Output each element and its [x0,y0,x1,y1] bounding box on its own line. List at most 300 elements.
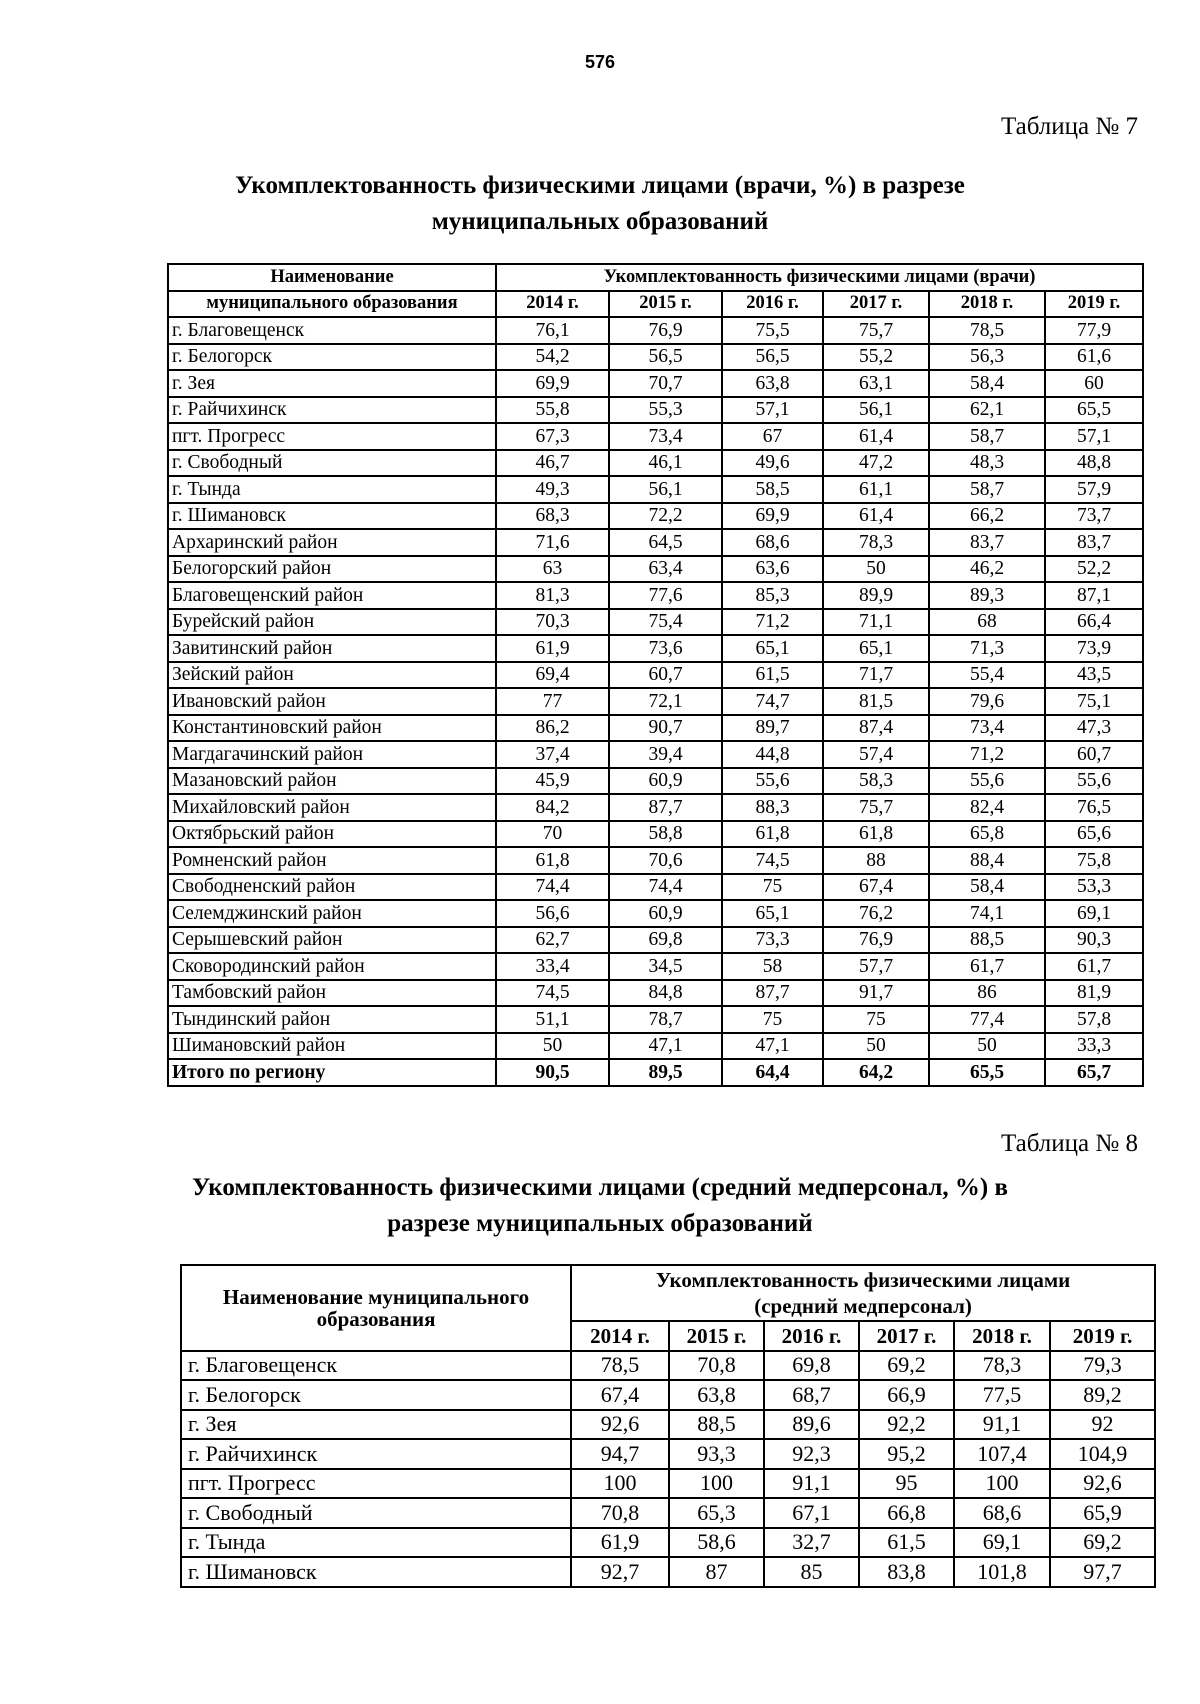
table-7-value: 63,4 [609,556,722,583]
table-7-value: 62,7 [496,927,609,954]
table-8-header-name [181,1265,571,1351]
table-8-value: 67,1 [764,1498,859,1528]
table-8-value: 78,3 [954,1351,1050,1381]
table-7-municipality: Бурейский район [168,609,496,636]
table-8-value: 66,9 [859,1380,954,1410]
table-7-value: 58,4 [929,370,1045,397]
table-7-value: 61,4 [823,503,929,530]
table-7-value: 50 [823,556,929,583]
table-7-value: 45,9 [496,768,609,795]
table-7-value: 68 [929,609,1045,636]
table-7-value: 65,1 [722,635,823,662]
table-7-value: 46,2 [929,556,1045,583]
table-7-value: 50 [496,1033,609,1060]
table-7-value: 74,4 [609,874,722,901]
table-7-row [168,847,1143,874]
table-7-row [168,688,1143,715]
table-7-municipality: г. Белогорск [168,344,496,371]
table-7-value: 46,1 [609,450,722,477]
table-7-municipality: Сковородинский район [168,953,496,980]
table-8-municipality: г. Шимановск [181,1557,571,1587]
table-7-total-label: Итого по региону [168,1059,496,1086]
table-7-value: 78,7 [609,1006,722,1033]
table-7-municipality: Белогорский район [168,556,496,583]
table-7-value: 75 [722,1006,823,1033]
table-7-value: 75,1 [1045,688,1143,715]
table-7-municipality: Магдагачинский район [168,741,496,768]
table-7-row [168,1033,1143,1060]
table-8-row [181,1469,1155,1499]
table-7-value: 58,4 [929,874,1045,901]
table-7-value: 82,4 [929,794,1045,821]
table-7-value: 73,4 [609,423,722,450]
table-7-value: 48,3 [929,450,1045,477]
table-7-row [168,741,1143,768]
table-7-value: 75,7 [823,794,929,821]
table-7-value: 60 [1045,370,1143,397]
table-7-municipality: Тамбовский район [168,980,496,1007]
table-7-total-value: 64,4 [722,1059,823,1086]
table-7-value: 47,2 [823,450,929,477]
table-8-year: 2014 г. [571,1321,669,1351]
table-7-value: 90,7 [609,715,722,742]
table-7-municipality: Благовещенский район [168,582,496,609]
table-8-value: 89,2 [1050,1380,1155,1410]
table-7-value: 55,8 [496,397,609,424]
table-8-value: 101,8 [954,1557,1050,1587]
table-7-value: 75,5 [722,317,823,344]
table-7-value: 57,8 [1045,1006,1143,1033]
table-8-header-name-line-2: образования [316,1306,436,1331]
table-7-row [168,980,1143,1007]
table-7-value: 61,7 [1045,953,1143,980]
table-7-value: 76,5 [1045,794,1143,821]
table-7-value: 65,5 [1045,397,1143,424]
table-8-value: 100 [954,1469,1050,1499]
table-8-municipality: г. Благовещенск [181,1351,571,1381]
table-7-value: 71,1 [823,609,929,636]
table-7-value: 69,4 [496,662,609,689]
table-7-value: 57,9 [1045,476,1143,503]
table-7-value: 67,3 [496,423,609,450]
table-7-value: 75 [722,874,823,901]
table-7-value: 56,1 [609,476,722,503]
table-8-value: 63,8 [669,1380,764,1410]
table-7-value: 47,3 [1045,715,1143,742]
table-7-row [168,476,1143,503]
table-7-municipality: г. Зея [168,370,496,397]
table-7-value: 87,7 [609,794,722,821]
table-8-row [181,1380,1155,1410]
table-7-value: 78,3 [823,529,929,556]
table-7-header-name: Наименование [168,264,496,291]
table-7-value: 54,2 [496,344,609,371]
table-7-value: 58,8 [609,821,722,848]
table-7-value: 47,1 [722,1033,823,1060]
table-7-municipality: г. Свободный [168,450,496,477]
table-8-value: 97,7 [1050,1557,1155,1587]
table-7-value: 67 [722,423,823,450]
table-7-municipality: Шимановский район [168,1033,496,1060]
table-7-value: 88,5 [929,927,1045,954]
table-7-municipality: Зейский район [168,662,496,689]
table-7-value: 56,6 [496,900,609,927]
table-7-title-line-1: Укомплектованность физическими лицами (врачи, %) в разрезе [235,172,965,199]
table-7-value: 57,7 [823,953,929,980]
table-8-year: 2016 г. [764,1321,859,1351]
table-7-row [168,503,1143,530]
table-7-municipality: Константиновский район [168,715,496,742]
table-7-value: 75,8 [1045,847,1143,874]
table-7-value: 65,1 [722,900,823,927]
table-7-row [168,794,1143,821]
table-7-value: 77 [496,688,609,715]
table-7-municipality: Архаринский район [168,529,496,556]
table-7-value: 56,5 [609,344,722,371]
table-7-value: 33,3 [1045,1033,1143,1060]
table-7-value: 88 [823,847,929,874]
table-7-value: 70 [496,821,609,848]
table-7-value: 57,4 [823,741,929,768]
table-8-municipality: г. Тында [181,1528,571,1558]
table-7-value: 33,4 [496,953,609,980]
table-8-year: 2019 г. [1050,1321,1155,1351]
table-8-value: 92,3 [764,1439,859,1469]
table-8-value: 68,7 [764,1380,859,1410]
table-7-value: 84,8 [609,980,722,1007]
table-8-header-name-line-1: Наименование муниципального [222,1284,530,1309]
table-7-value: 37,4 [496,741,609,768]
table-7-value: 67,4 [823,874,929,901]
table-8-value: 92,6 [1050,1469,1155,1499]
table-7-value: 88,4 [929,847,1045,874]
table-7-title [0,168,1200,240]
table-7-value: 58,5 [722,476,823,503]
table-8-value: 91,1 [764,1469,859,1499]
table-8-value: 32,7 [764,1528,859,1558]
table-7-total-value: 90,5 [496,1059,609,1086]
table-8-row [181,1528,1155,1558]
table-7-row [168,662,1143,689]
table-8-row [181,1557,1155,1587]
table-7-value: 71,7 [823,662,929,689]
table-7-value: 76,9 [823,927,929,954]
table-7-row [168,768,1143,795]
table-7-value: 60,9 [609,900,722,927]
table-8-value: 107,4 [954,1439,1050,1469]
table-7-value: 81,9 [1045,980,1143,1007]
table-8-value: 66,8 [859,1498,954,1528]
table-7-value: 76,2 [823,900,929,927]
table-8-row [181,1351,1155,1381]
table-7-value: 61,6 [1045,344,1143,371]
table-8-value: 68,6 [954,1498,1050,1528]
table-8-title-line-1: Укомплектованность физическими лицами (средний медперсонал, %) в [192,1174,1008,1201]
table-7-value: 73,7 [1045,503,1143,530]
table-8-value: 100 [669,1469,764,1499]
table-8-year: 2018 г. [954,1321,1050,1351]
table-8-municipality: пгт. Прогресс [181,1469,571,1499]
table-7-row [168,900,1143,927]
table-8-value: 69,2 [1050,1528,1155,1558]
table-7-municipality: г. Шимановск [168,503,496,530]
table-7-value: 57,1 [1045,423,1143,450]
table-7-value: 62,1 [929,397,1045,424]
table-8-value: 70,8 [571,1498,669,1528]
table-7-value: 77,9 [1045,317,1143,344]
table-7-value: 55,6 [722,768,823,795]
table-7-value: 73,9 [1045,635,1143,662]
table-7-total-row [168,1059,1143,1086]
table-7-value: 75,4 [609,609,722,636]
table-8-value: 83,8 [859,1557,954,1587]
table-7-value: 61,1 [823,476,929,503]
table-7-value: 83,7 [1045,529,1143,556]
table-7-value: 58,7 [929,476,1045,503]
table-7-value: 55,6 [1045,768,1143,795]
table-7-value: 76,1 [496,317,609,344]
table-7-value: 43,5 [1045,662,1143,689]
table-8-row [181,1439,1155,1469]
table-7-value: 89,3 [929,582,1045,609]
table-7-row [168,715,1143,742]
table-7-year: 2018 г. [929,291,1045,318]
table-7-value: 58,7 [929,423,1045,450]
table-8-value: 93,3 [669,1439,764,1469]
table-8-value: 79,3 [1050,1351,1155,1381]
table-7-value: 56,1 [823,397,929,424]
table-7-value: 74,5 [496,980,609,1007]
table-7-municipality: Мазановский район [168,768,496,795]
table-7-total-value: 65,5 [929,1059,1045,1086]
table-7-value: 69,8 [609,927,722,954]
page-number: 576 [584,52,616,72]
table-7-value: 74,7 [722,688,823,715]
table-7-value: 44,8 [722,741,823,768]
table-7-value: 71,3 [929,635,1045,662]
table-8-value: 92,2 [859,1410,954,1440]
table-7-value: 88,3 [722,794,823,821]
table-7-value: 85,3 [722,582,823,609]
table-7-value: 61,5 [722,662,823,689]
table-8-value: 94,7 [571,1439,669,1469]
table-7-total-value: 89,5 [609,1059,722,1086]
table-7-value: 55,2 [823,344,929,371]
table-7-value: 70,3 [496,609,609,636]
table-8-municipality: г. Белогорск [181,1380,571,1410]
table-8-header-group [571,1265,1155,1321]
table-8-municipality: г. Зея [181,1410,571,1440]
table-7-value: 61,8 [722,821,823,848]
table-8-value: 89,6 [764,1410,859,1440]
table-8-value: 92,7 [571,1557,669,1587]
table-7-value: 71,2 [929,741,1045,768]
table-7-value: 51,1 [496,1006,609,1033]
table-8-value: 87 [669,1557,764,1587]
table-7-row [168,344,1143,371]
table-8-value: 77,5 [954,1380,1050,1410]
table-7-value: 81,5 [823,688,929,715]
table-7-value: 49,6 [722,450,823,477]
table-8-value: 104,9 [1050,1439,1155,1469]
table-7-value: 57,1 [722,397,823,424]
table-7-value: 60,7 [1045,741,1143,768]
table-8-header-group-line-1: Укомплектованность физическими лицами [655,1268,1071,1292]
table-7-value: 87,4 [823,715,929,742]
table-7-row [168,529,1143,556]
table-7-row [168,397,1143,424]
table-8-value: 67,4 [571,1380,669,1410]
table-7-value: 86 [929,980,1045,1007]
table-7-value: 61,8 [823,821,929,848]
table-8-municipality: г. Свободный [181,1498,571,1528]
table-7-municipality: Свободненский район [168,874,496,901]
table-7 [167,263,1144,1087]
table-7-value: 81,3 [496,582,609,609]
table-7-row [168,450,1143,477]
table-7-title-line-2: муниципальных образований [431,208,769,235]
table-7-value: 61,4 [823,423,929,450]
table-8-value: 91,1 [954,1410,1050,1440]
table-7-total-value: 64,2 [823,1059,929,1086]
table-7-row [168,1006,1143,1033]
table-7-value: 58 [722,953,823,980]
table-7-municipality: Михайловский район [168,794,496,821]
table-7-value: 77,4 [929,1006,1045,1033]
table-7-value: 83,7 [929,529,1045,556]
table-7-value: 52,2 [1045,556,1143,583]
table-7-value: 50 [929,1033,1045,1060]
table-7-value: 61,9 [496,635,609,662]
table-8-value: 70,8 [669,1351,764,1381]
table-8-value: 61,9 [571,1528,669,1558]
table-7-value: 70,7 [609,370,722,397]
table-7-value: 74,5 [722,847,823,874]
table-7-value: 69,9 [722,503,823,530]
table-8-value: 69,8 [764,1351,859,1381]
table-7-municipality: Октябрьский район [168,821,496,848]
table-8-label: Таблица № 8 [1000,1130,1138,1157]
table-8-value: 100 [571,1469,669,1499]
table-7-value: 66,4 [1045,609,1143,636]
table-7-value: 74,1 [929,900,1045,927]
table-7-value: 53,3 [1045,874,1143,901]
table-7-year: 2014 г. [496,291,609,318]
table-7-value: 65,1 [823,635,929,662]
table-7-value: 65,6 [1045,821,1143,848]
table-7-row [168,927,1143,954]
table-7-row [168,556,1143,583]
table-8-value: 88,5 [669,1410,764,1440]
table-8-value: 95,2 [859,1439,954,1469]
table-8-value: 69,2 [859,1351,954,1381]
table-7-value: 49,3 [496,476,609,503]
table-7-header-name-2: муниципального образования [168,291,496,318]
table-8-title-line-2: разрезе муниципальных образований [387,1210,813,1237]
table-7-value: 75 [823,1006,929,1033]
table-8-value: 58,6 [669,1528,764,1558]
table-7-value: 72,2 [609,503,722,530]
table-8-title [0,1170,1200,1242]
table-7-value: 50 [823,1033,929,1060]
table-7-value: 86,2 [496,715,609,742]
table-7-municipality: Ромненский район [168,847,496,874]
table-7-year: 2015 г. [609,291,722,318]
table-8-row [181,1410,1155,1440]
table-7-row [168,370,1143,397]
table-7-value: 46,7 [496,450,609,477]
table-8-value: 92 [1050,1410,1155,1440]
table-7-value: 66,2 [929,503,1045,530]
table-7-value: 61,7 [929,953,1045,980]
table-7-value: 90,3 [1045,927,1143,954]
table-8-value: 69,1 [954,1528,1050,1558]
table-7-value: 91,7 [823,980,929,1007]
table-8-value: 61,5 [859,1528,954,1558]
table-7-value: 65,8 [929,821,1045,848]
table-8 [180,1264,1156,1588]
table-7-row [168,635,1143,662]
table-7-value: 75,7 [823,317,929,344]
table-7-value: 84,2 [496,794,609,821]
table-7-value: 87,1 [1045,582,1143,609]
table-7-row [168,317,1143,344]
table-7-value: 63,8 [722,370,823,397]
table-7-value: 73,6 [609,635,722,662]
table-7-municipality: Серышевский район [168,927,496,954]
table-7-value: 60,9 [609,768,722,795]
table-7-value: 77,6 [609,582,722,609]
table-7-value: 89,7 [722,715,823,742]
table-7-value: 69,9 [496,370,609,397]
table-7-header-group: Укомплектованность физическими лицами (врачи) [496,264,1143,291]
table-8-value: 65,9 [1050,1498,1155,1528]
table-7-value: 48,8 [1045,450,1143,477]
table-8-value: 92,6 [571,1410,669,1440]
table-7-value: 55,3 [609,397,722,424]
table-7-value: 60,7 [609,662,722,689]
table-7-value: 72,1 [609,688,722,715]
table-7-municipality: Ивановский район [168,688,496,715]
table-8-value: 78,5 [571,1351,669,1381]
table-7-value: 89,9 [823,582,929,609]
table-7-value: 78,5 [929,317,1045,344]
table-7-municipality: пгт. Прогресс [168,423,496,450]
table-8-year: 2017 г. [859,1321,954,1351]
table-7-value: 47,1 [609,1033,722,1060]
table-7-municipality: Тындинский район [168,1006,496,1033]
table-8-value: 65,3 [669,1498,764,1528]
table-7-municipality: г. Райчихинск [168,397,496,424]
table-7-value: 69,1 [1045,900,1143,927]
table-7-value: 63 [496,556,609,583]
table-7-value: 71,2 [722,609,823,636]
table-8-year: 2015 г. [669,1321,764,1351]
table-7-value: 79,6 [929,688,1045,715]
table-7-value: 55,6 [929,768,1045,795]
table-7-value: 87,7 [722,980,823,1007]
table-7-value: 56,3 [929,344,1045,371]
table-7-row [168,821,1143,848]
table-7-row [168,874,1143,901]
table-7-value: 34,5 [609,953,722,980]
table-7-row [168,423,1143,450]
table-7-year: 2017 г. [823,291,929,318]
table-7-value: 64,5 [609,529,722,556]
table-7-municipality: г. Тында [168,476,496,503]
table-7-value: 63,1 [823,370,929,397]
table-7-value: 73,4 [929,715,1045,742]
